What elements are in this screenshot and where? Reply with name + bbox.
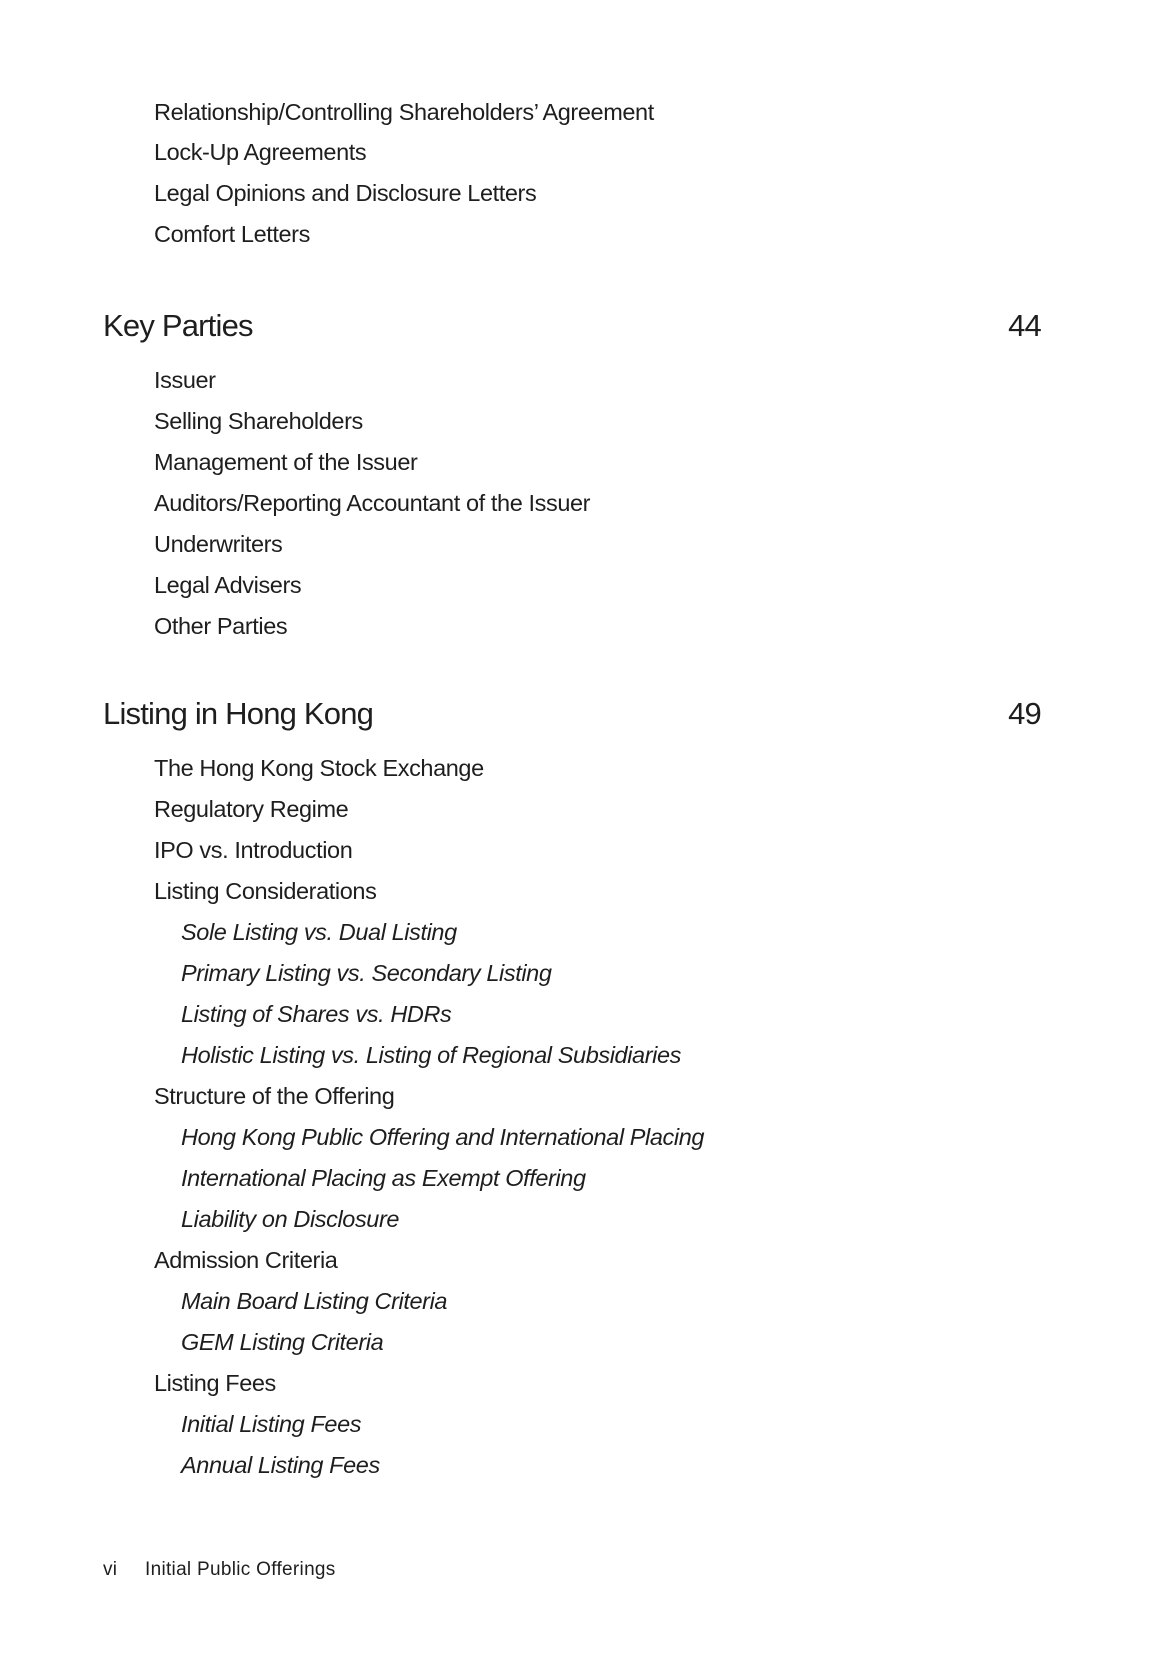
toc-entry: Regulatory Regime — [154, 796, 349, 822]
section-page-number: 49 — [1008, 696, 1041, 731]
toc-entry: Auditors/Reporting Accountant of the Issuer — [154, 490, 591, 516]
toc-entry: Legal Opinions and Disclosure Letters — [154, 180, 537, 206]
toc-entry: Relationship/Controlling Shareholders’ Agreement — [154, 99, 654, 125]
toc-entry: Issuer — [154, 367, 216, 393]
toc-entry: Legal Advisers — [154, 572, 302, 598]
toc-subentry: International Placing as Exempt Offering — [181, 1165, 586, 1191]
toc-entry: Listing Fees — [154, 1370, 276, 1396]
toc-entry: Selling Shareholders — [154, 408, 363, 434]
toc-subentry: Hong Kong Public Offering and International Placing — [181, 1124, 705, 1150]
toc-entry: The Hong Kong Stock Exchange — [154, 755, 484, 781]
toc-entry: Admission Criteria — [154, 1247, 338, 1273]
toc-entry: Management of the Issuer — [154, 449, 418, 475]
toc-entry: Listing Considerations — [154, 878, 377, 904]
toc-entry: IPO vs. Introduction — [154, 837, 353, 863]
toc-subentry: Sole Listing vs. Dual Listing — [181, 919, 457, 945]
section-title: Listing in Hong Kong — [103, 696, 374, 731]
section-title: Key Parties — [103, 308, 253, 343]
toc-entry: Comfort Letters — [154, 221, 310, 247]
toc-subentry: Listing of Shares vs. HDRs — [181, 1001, 452, 1027]
toc-subentry: Main Board Listing Criteria — [181, 1288, 448, 1314]
toc-subentry: GEM Listing Criteria — [181, 1329, 384, 1355]
toc-subentry: Primary Listing vs. Secondary Listing — [181, 960, 552, 986]
toc-entry: Other Parties — [154, 613, 288, 639]
toc-subentry: Holistic Listing vs. Listing of Regional Subsidiaries — [181, 1042, 681, 1068]
toc-subentry: Liability on Disclosure — [181, 1206, 400, 1232]
toc-entry: Structure of the Offering — [154, 1083, 395, 1109]
section-heading-listing-in-hong-kong — [103, 696, 1041, 732]
footer-book-title: Initial Public Offerings — [145, 1559, 336, 1580]
section-heading-key-parties — [103, 308, 1041, 344]
footer-page-number: vi — [103, 1559, 118, 1580]
page-footer — [103, 1559, 336, 1581]
toc-entry: Lock-Up Agreements — [154, 139, 367, 165]
toc-subentry: Initial Listing Fees — [181, 1411, 362, 1437]
toc-subentry: Annual Listing Fees — [181, 1452, 380, 1478]
section-page-number: 44 — [1008, 308, 1041, 343]
toc-entry: Underwriters — [154, 531, 283, 557]
